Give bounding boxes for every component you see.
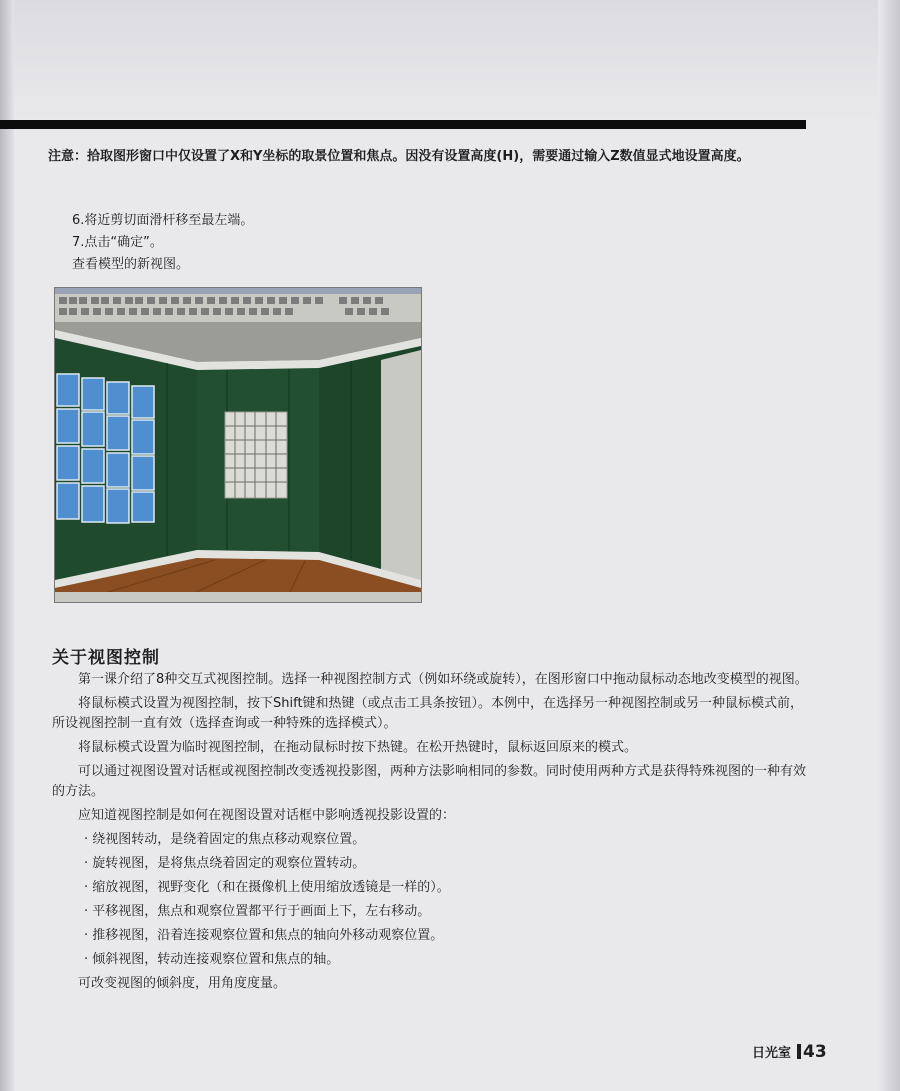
section-title: 关于视图控制 [52, 648, 160, 668]
list-item: · 倾斜视图，转动连接观察位置和焦点的轴。 [84, 952, 340, 967]
app-title-bar [55, 288, 421, 294]
step-7: 7.点击“确定”。 [72, 235, 163, 250]
status-bar [55, 592, 421, 602]
paragraph-2: 将鼠标模式设置为视图控制，按下Shift键和热键（或点击工具条按钮）。本例中，在选择另一种视图控制或另一种鼠标模式前，所设视图控制一直有效（选择查询或一种特殊的选择模式）。 [52, 696, 804, 731]
page-spine-shadow [0, 0, 14, 1091]
footer-label: 日光室 [752, 1046, 792, 1061]
right-door-opening [381, 350, 421, 588]
page-footer [752, 1042, 827, 1062]
paragraph-4: 可以通过视图设置对话框或视图控制改变透视投影图，两种方法影响相同的参数。同时使用两种方式是获得特殊视图的一种有效的方法。 [52, 764, 807, 799]
room-render-illustration [55, 288, 421, 602]
closing-paragraph: 可改变视图的倾斜度，用角度度量。 [78, 976, 287, 991]
paragraph-1: 第一课介绍了8种交互式视图控制。选择一种视图控制方式（例如环绕或旋转），在图形窗口中拖动鼠标动态地改变模型的视图。 [78, 672, 808, 687]
steps-list [72, 210, 472, 276]
list-item: · 旋转视图，是将焦点绕着固定的观察位置转动。 [84, 856, 366, 871]
paragraph-5: 应知道视图控制是如何在视图设置对话框中影响透视投影设置的： [78, 808, 456, 823]
view-control-list [52, 830, 814, 970]
list-item: · 缩放视图，视野变化（和在摄像机上使用缩放透镜是一样的）。 [84, 880, 450, 895]
note-paragraph: 注意：拾取图形窗口中仅设置了X和Y坐标的取景位置和焦点。因没有设置高度(H)，需要通过输入Z数值显式地设置高度。 [48, 149, 750, 164]
page-shadow [0, 0, 900, 120]
step-6: 6.将近剪切面滑杆移至最左端。 [72, 213, 254, 228]
footer-separator [797, 1044, 801, 1059]
page-edge-shadow [878, 0, 900, 1091]
header-rule [0, 120, 806, 129]
software-screenshot-figure [54, 287, 422, 603]
list-item: · 绕视图转动，是绕着固定的焦点移动观察位置。 [84, 832, 366, 847]
back-window [225, 412, 287, 498]
section-body [52, 670, 814, 998]
step-view-model: 查看模型的新视图。 [72, 257, 190, 272]
paragraph-3: 将鼠标模式设置为临时视图控制，在拖动鼠标时按下热键。在松开热键时，鼠标返回原来的模式。 [78, 740, 638, 755]
list-item: · 平移视图，焦点和观察位置都平行于画面上下，左右移动。 [84, 904, 431, 919]
list-item: · 推移视图，沿着连接观察位置和焦点的轴向外移动观察位置。 [84, 928, 444, 943]
page-number: 43 [803, 1042, 827, 1062]
